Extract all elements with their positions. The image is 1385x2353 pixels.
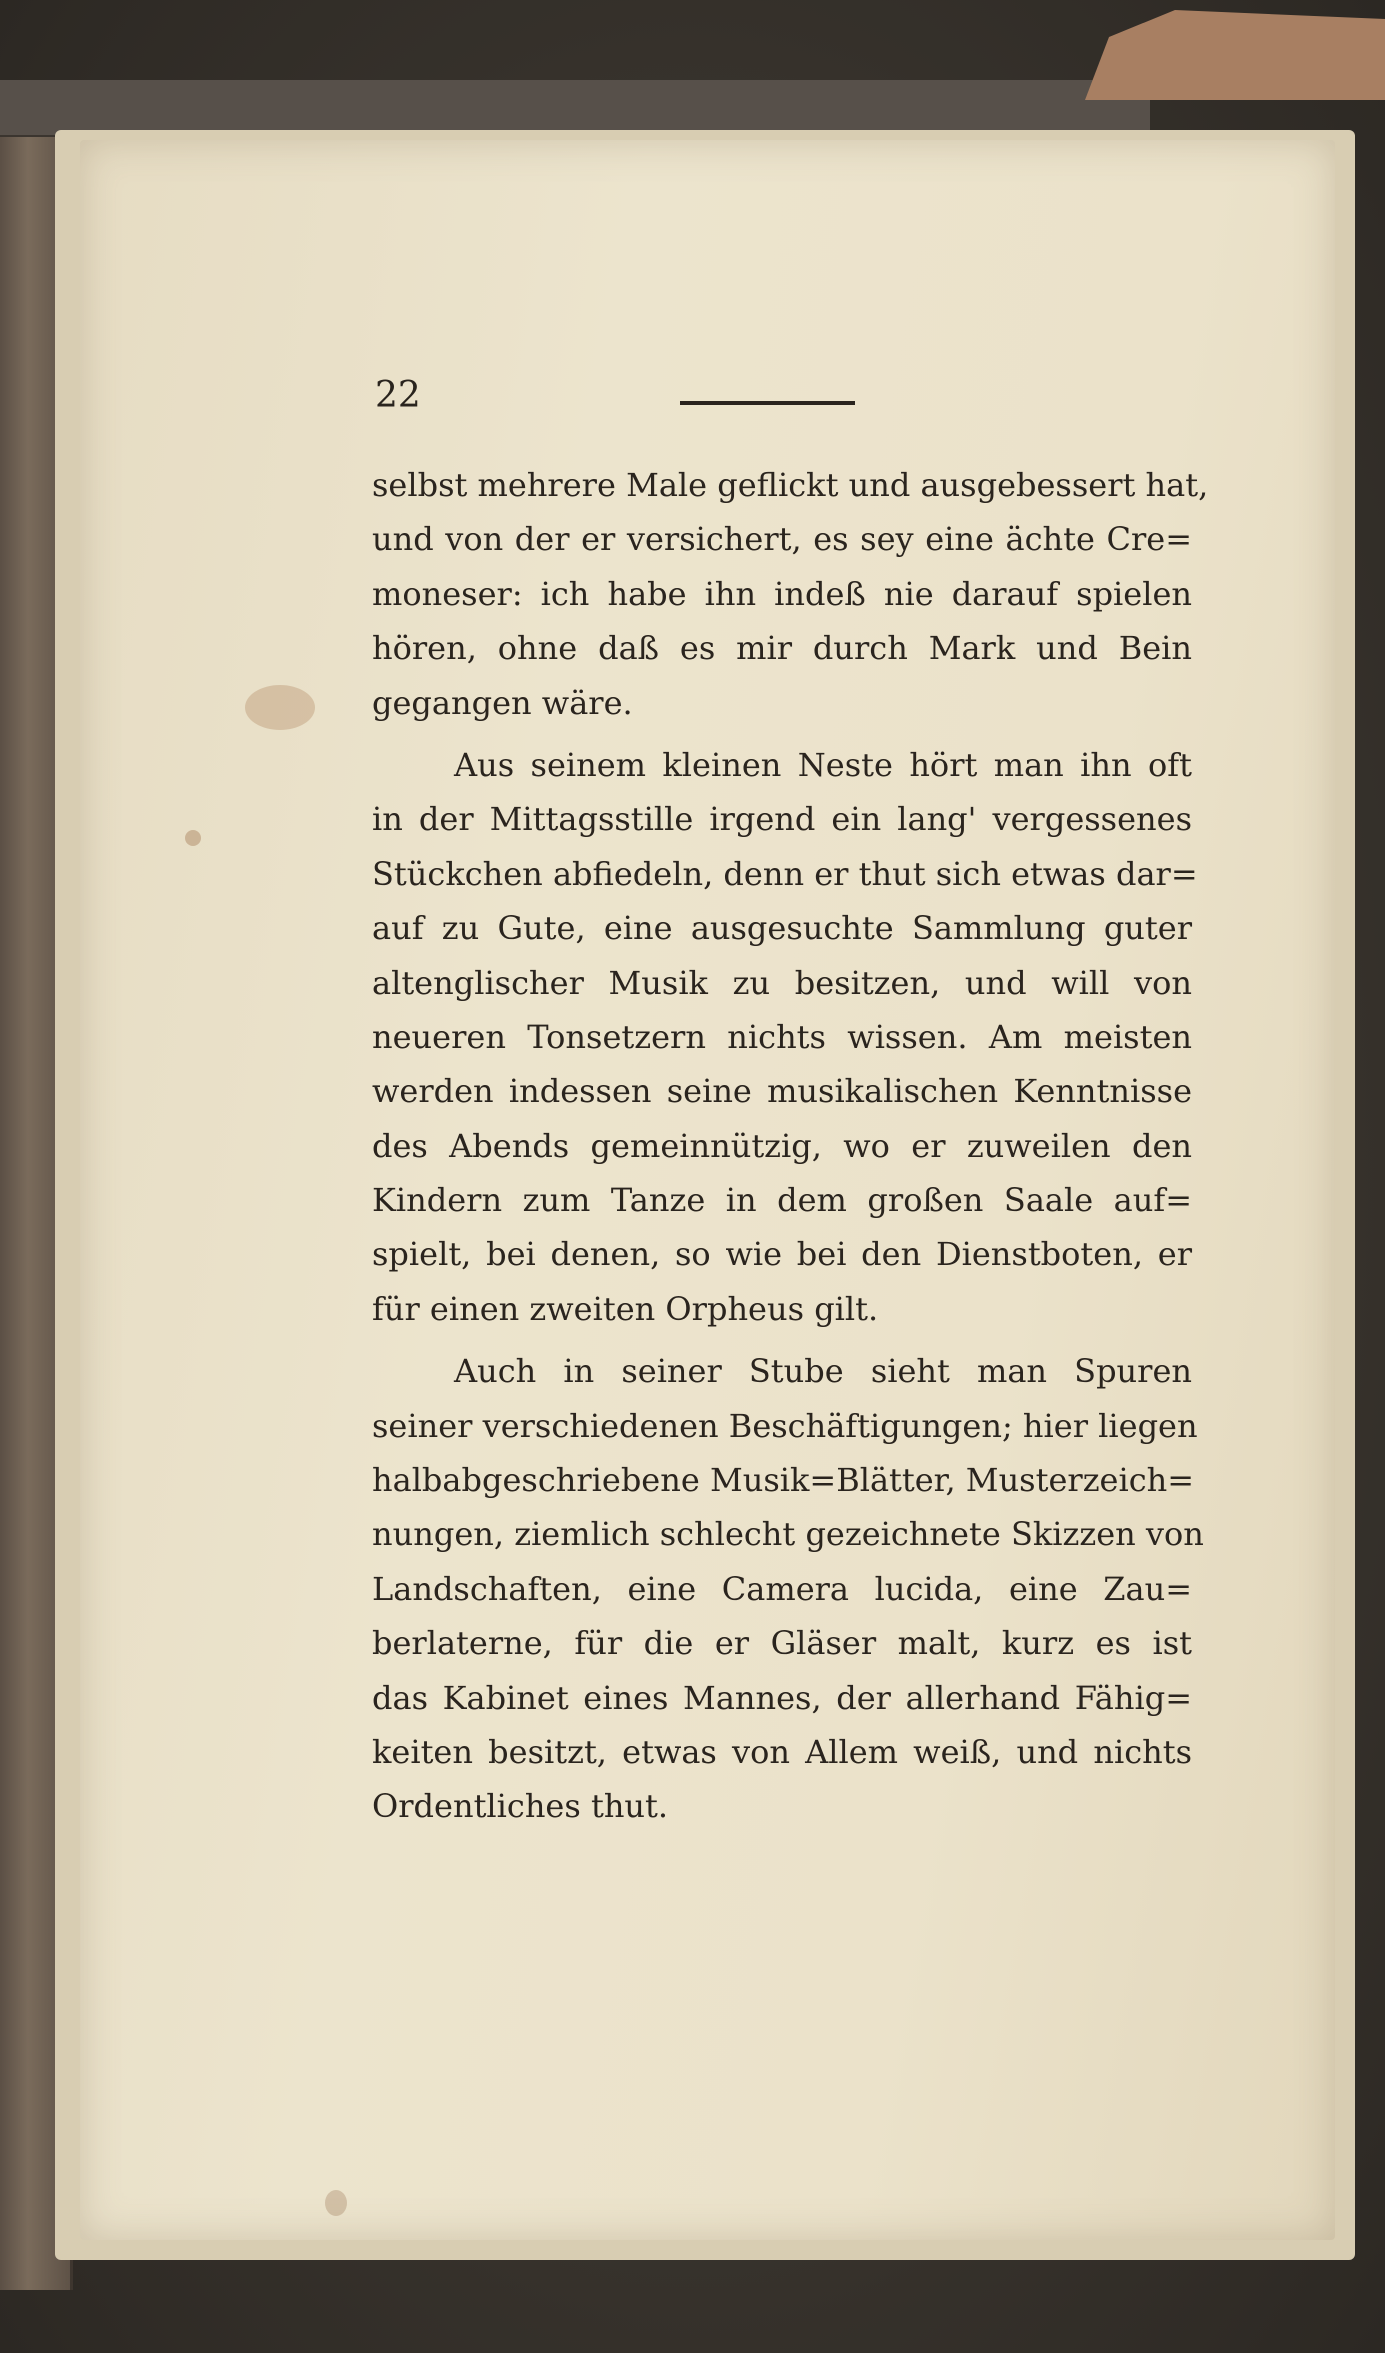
text-line: in der Mittagsstille irgend ein lang' vergessenes [372,800,1192,839]
text-line: Aus seinem kleinen Neste hört man ihn oft [454,745,1192,784]
paragraph-1 [372,458,1209,730]
text-line: Stückchen abfiedeln, denn er thut sich etwas dar= [372,854,1198,893]
torn-cover-corner [1085,10,1385,100]
text-line: des Abends gemeinnützig, wo er zuweilen den [372,1126,1192,1165]
text-line: berlaterne, für die er Gläser malt, kurz es ist [372,1624,1192,1663]
book-cover-edge [0,80,1150,137]
text-line: nungen, ziemlich schlecht gezeichnete Skizzen von [372,1515,1204,1554]
text-line: Kindern zum Tanze in dem großen Saale auf= [372,1181,1192,1220]
text-line: auf zu Gute, eine ausgesuchte Sammlung guter [372,909,1192,948]
body-text [372,458,1209,1842]
text-line: altenglischer Musik zu besitzen, und will von [372,963,1192,1002]
paragraph-2 [372,738,1198,1336]
text-line: Landschaften, eine Camera lucida, eine Zau= [372,1569,1192,1608]
paper-stain [185,830,201,846]
paragraph-3 [372,1344,1204,1834]
text-line: gegangen wäre. [372,683,633,722]
paper-stain [245,685,315,730]
text-line: werden indessen seine musikalischen Kenntnisse [372,1072,1192,1111]
text-line: seiner verschiedenen Beschäftigungen; hier liegen [372,1406,1198,1445]
text-line: und von der er versichert, es sey eine ächte Cre= [372,520,1192,559]
paper-stain [325,2190,347,2216]
text-line: halbabgeschriebene Musik=Blätter, Musterzeich= [372,1461,1195,1500]
text-line: spielt, bei denen, so wie bei den Dienstboten, er [372,1235,1192,1274]
text-line: Auch in seiner Stube sieht man Spuren [454,1352,1192,1391]
text-line: selbst mehrere Male geflickt und ausgebessert hat, [372,466,1209,504]
text-line: für einen zweiten Orpheus gilt. [372,1289,879,1328]
text-line: Ordentliches thut. [372,1787,669,1826]
running-head [375,375,880,430]
header-rule [680,401,855,405]
text-line: neueren Tonsetzern nichts wissen. Am meisten [372,1017,1192,1056]
text-line: keiten besitzt, etwas von Allem weiß, und nichts [372,1732,1192,1771]
text-line: hören, ohne daß es mir durch Mark und Bein [372,629,1192,668]
page-number: 22 [375,375,421,416]
text-line: das Kabinet eines Mannes, der allerhand Fähig= [372,1678,1192,1717]
text-line: moneser: ich habe ihn indeß nie darauf spielen [372,574,1192,613]
